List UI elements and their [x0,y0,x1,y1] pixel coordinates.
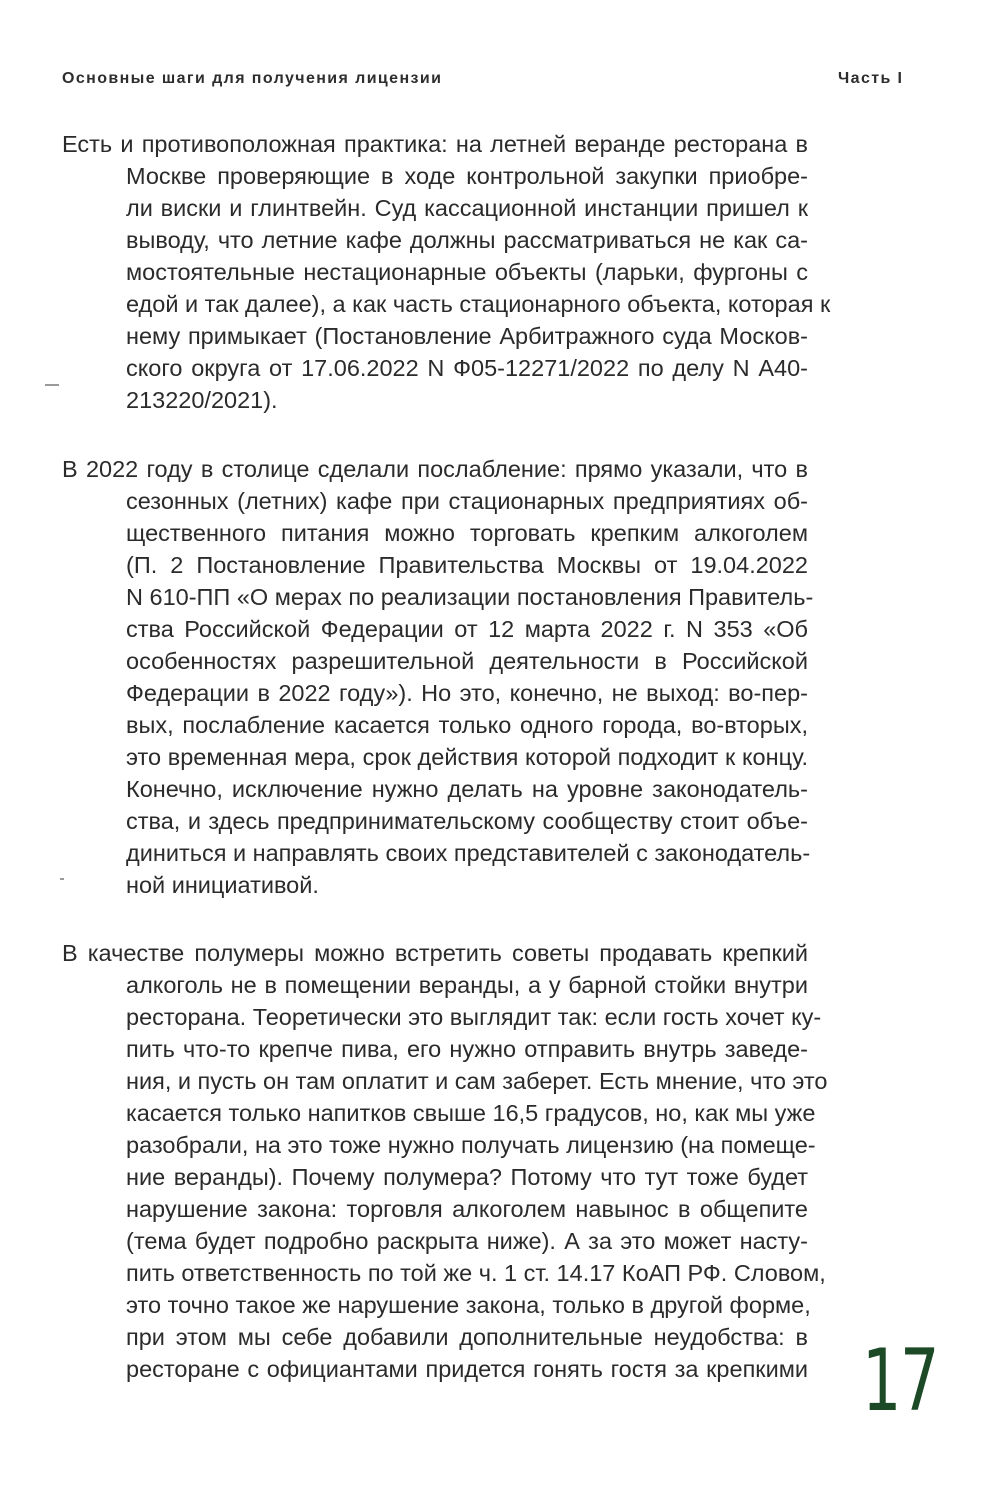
scan-speck [45,384,59,386]
paragraph-line: это точно такое же нарушение закона, только в другой форме, [126,1292,811,1318]
paragraph-line: Москве проверяющие в ходе контрольной закупки приобре- [126,163,808,189]
paragraph-line: ной инициативой. [126,872,319,898]
page-number: 17 [862,1331,938,1431]
paragraph-line: Федерации в 2022 году»). Но это, конечно, не выход: во-пер- [126,680,808,706]
paragraph-line: ния, и пусть он там оплатит и сам заберет. Есть мнение, что это [126,1068,828,1094]
running-head-part-label: Часть I [838,70,904,87]
paragraph-line: ского округа от 17.06.2022 N Ф05-12271/2022 по делу N А40- [126,355,808,381]
paragraph-line: особенностях разрешительной деятельности в Российской [126,648,808,674]
paragraph-line: это временная мера, срок действия которой подходит к концу. [126,744,808,770]
paragraph-line: щественного питания можно торговать крепким алкоголем [126,520,808,546]
paragraph-line: касается только напитков свыше 16,5 градусов, но, как мы уже [126,1100,816,1126]
paragraph-line: нему примыкает (Постановление Арбитражного суда Москов- [126,323,808,349]
paragraph-line: 213220/2021). [126,387,278,413]
paragraph-line: (тема будет подробно раскрыта ниже). А за это может насту- [126,1228,808,1254]
paragraph-line: сезонных (летних) кафе при стационарных предприятиях об- [126,488,808,514]
paragraph-line: Есть и противоположная практика: на летней веранде ресторана в [62,131,808,157]
scan-speck [60,878,64,880]
paragraph-line: N 610-ПП «О мерах по реализации постановления Правитель- [126,584,814,610]
paragraph-line: пить ответственность по той же ч. 1 ст. 14.17 КоАП РФ. Словом, [126,1260,826,1286]
paragraph-line: ресторана. Теоретически это выглядит так: если гость хочет ку- [126,1004,822,1030]
paragraph-line: выводу, что летние кафе должны рассматриваться не как са- [126,227,808,253]
paragraph-line: едой и так далее), а как часть стационарного объекта, которая к [126,291,831,317]
paragraph-line: разобрали, на это тоже нужно получать лицензию (на помеще- [126,1132,816,1158]
paragraph-line: ства Российской Федерации от 12 марта 2022 г. N 353 «Об [126,616,808,642]
paragraph-line: Конечно, исключение нужно делать на уровне законодатель- [126,776,808,802]
paragraph-line: (П. 2 Постановление Правительства Москвы от 19.04.2022 [126,552,808,578]
paragraph-line: ние веранды). Почему полумера? Потому что тут тоже будет [126,1164,808,1190]
paragraph-line: В 2022 году в столице сделали послабление: прямо указали, что в [62,456,808,482]
paragraph-1 [62,128,831,416]
paragraph-line: ства, и здесь предпринимательскому сообществу стоит объе- [126,808,808,834]
paragraph-line: алкоголь не в помещении веранды, а у барной стойки внутри [126,972,808,998]
paragraph-line: В качестве полумеры можно встретить советы продавать крепкий [62,940,808,966]
running-head-section-title: Основные шаги для получения лицензии [62,70,443,87]
paragraph-line: нарушение закона: торговля алкоголем навынос в общепите [126,1196,808,1222]
paragraph-line: ресторане с официантами придется гонять гостя за крепкими [126,1356,808,1382]
paragraph-2 [62,453,814,901]
paragraph-line: мостоятельные нестационарные объекты (ларьки, фургоны с [126,259,808,285]
paragraph-line: пить что-то крепче пива, его нужно отправить внутрь заведе- [126,1036,808,1062]
paragraph-3 [62,937,828,1385]
paragraph-line: ли виски и глинтвейн. Суд кассационной инстанции пришел к [126,195,808,221]
paragraph-line: вых, послабление касается только одного города, во-вторых, [126,712,808,738]
paragraph-line: при этом мы себе добавили дополнительные неудобства: в [126,1324,808,1350]
paragraph-line: диниться и направлять своих представителей с законодатель- [126,840,811,866]
